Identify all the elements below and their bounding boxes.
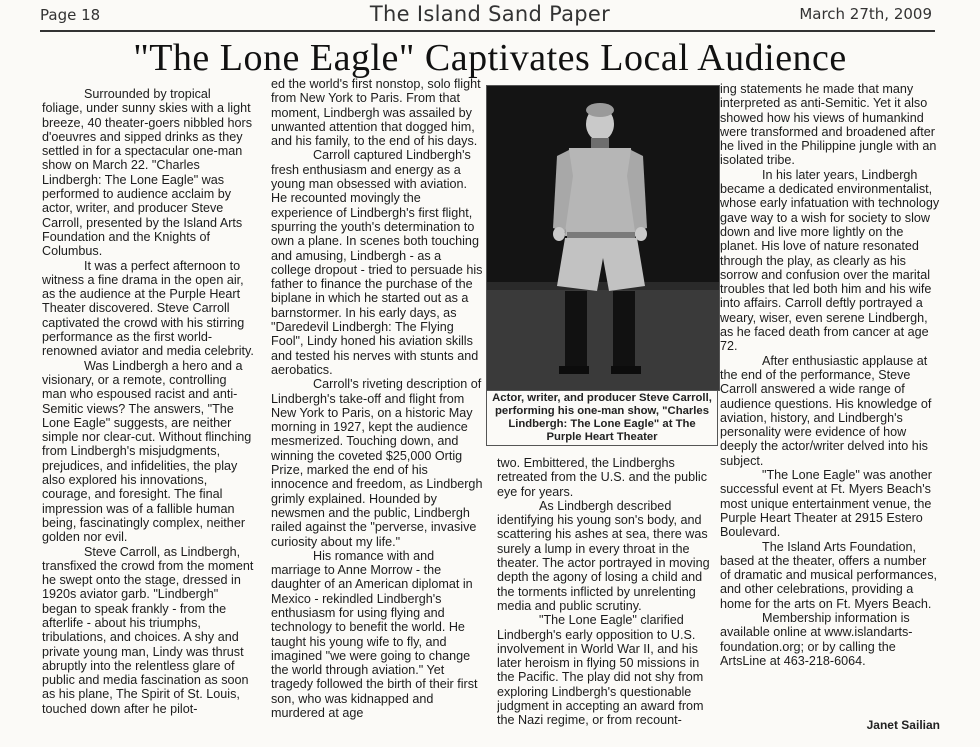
paragraph: It was a perfect afternoon to witness a fine drama in the open air, as the audience at the Purple Heart Theater discovered. Steve Carroll captivated the crowd with his stirring performance as the first world-renowned aviator and media celebrity. [42,258,254,359]
page-header [0,0,980,32]
paragraph: ed the world's first nonstop, solo flight from New York to Paris. From that moment, Lindbergh was assailed by unwanted attention that dogged him, and his family, to the end of his days. [271,77,481,149]
paragraph: "The Lone Eagle" was another successful event at Ft. Myers Beach's most unique entertainment venue, the Purple Heart Theater at 2915 Estero Boulevard. [720,468,932,540]
paragraph: The Island Arts Foundation, based at the theater, offers a number of dramatic and musical performances, and other celebrations, providing a home for the arts on Ft. Myers Beach. [720,539,937,611]
paragraph: Carroll captured Lindbergh's fresh enthusiasm and energy as a young man obsessed with aviation. He recounted movingly the experience of Lindbergh's first flight, spurring the youth's determination to own a plane. In scenes both touching and amusing, Lindbergh - as a college dropout - tried to persuade his father to finance the purchase of the biplane in which he started out as a barnstormer. In his early days, as "Daredevil Lindbergh: The Flying Fool", Lindy honed his aviation skills and tested his nerves with stunts and aerobatics. [271,148,483,377]
paragraph: As Lindbergh described identifying his young son's body, and scattering his ashes at sea, there was surely a lump in every throat in the theater. The actor portrayed in moving depth the agony of losing a child and the torments inflicted by unrelenting media and public scrutiny. [497,498,710,613]
paragraph: His romance with and marriage to Anne Morrow - the daughter of an American diplomat in Mexico - rekindled Lindbergh's enthusiasm for using flying and technology to benefit the world. He taught his young wife to fly, and imagined "we were going to change the world through aviation." Yet tragedy followed the birth of their first son, who was kidnapped and murdered at age [271,548,478,721]
paragraph: "The Lone Eagle" clarified Lindbergh's early opposition to U.S. involvement in World War II, and his later heroism in flying 50 missions in the Pacific. The play did not shy from exploring Lindbergh's questionable judgment in accepting an award from the Nazi regime, or from recount- [497,613,704,728]
paragraph: Carroll's riveting description of Lindbergh's take-off and flight from New York to Paris, on a historic May morning in 1927, kept the audience mesmerized. Touching down, and winning the coveted $25,000 Ortig Prize, marked the end of his innocence and freedom, as Lindbergh grimly explained. Hounded by newsmen and the public, Lindbergh railed against the "perverse, invasive curiosity about my life." [271,377,483,549]
article-column-2 [271,77,483,747]
publication-name: The Island Sand Paper [369,2,611,26]
paragraph: ing statements he made that many interpreted as anti-Semitic. Yet it also showed how his views of humankind were transformed and broadened after he lived in the Philippine jungle with an isolated tribe. [720,82,937,168]
photo-caption: Actor, writer, and producer Steve Carroll, performing his one-man show, "Charles Lindbergh: The Lone Eagle" at The Purple Heart Theater [486,390,718,446]
article-headline: "The Lone Eagle" Captivates Local Audience [133,37,847,79]
article-column-1 [42,87,254,747]
issue-date: March 27th, 2009 [799,5,932,23]
article-column-3 [497,456,713,747]
paragraph: Steve Carroll, as Lindbergh, transfixed the crowd from the moment he swept onto the stage, dressed in 1920s aviator garb. "Lindbergh" began to speak frankly - from the afterlife - about his triumphs, tribulations, and choices. A shy and private young man, Lindy was thrust abruptly into the relentless glare of public and media fascination as soon as his plane, The Spirit of St. Louis, touched down after he pilot- [42,544,254,716]
actor-photo-image [487,86,719,390]
article-column-4 [720,82,940,707]
actor-photo [486,85,720,391]
paragraph: In his later years, Lindbergh became a dedicated environmentalist, whose early infatuation with technology gave way to a wish for society to slow down and live more lightly on the planet. His love of nature resonated through the play, as clearly as his sorrow and confusion over the marital troubles that led both him and his wife into affairs. Carroll deftly portrayed a weary, wiser, even serene Lindbergh, as he faced death from cancer at age 72. [720,167,940,354]
paragraph: Was Lindbergh a hero and a visionary, or a remote, controlling man who espoused racist and anti-Semitic views? The answers, "The Lone Eagle" suggests, are neither simple nor clear-cut. Without flinching from Lindbergh's misjudgments, prejudices, and infidelities, the play also explored his innovations, courage, and foresight. The final impression was of a fallible human being, fascinatingly complex, neither golden nor evil. [42,358,252,545]
header-rule [40,30,935,32]
paragraph: two. Embittered, the Lindberghs retreated from the U.S. and the public eye for years. [497,456,708,499]
page-number: Page 18 [40,6,101,24]
paragraph: Surrounded by tropical foliage, under sunny skies with a light breeze, 40 theater-goers nibbled hors d'oeuvres and sipped drinks as they settled in for a spectacular one-man show on March 22. "Charles Lindbergh: The Lone Eagle" was performed to audience acclaim by actor, writer, and producer Steve Carroll, presented by the Island Arts Foundation and the Knights of Columbus. [42,87,253,259]
paragraph: After enthusiastic applause at the end of the performance, Steve Carroll answered a wide range of audience questions. His knowledge of aviation, history, and Lindbergh's personality were evidence of how deeply the actor/writer delved into his subject. [720,353,932,468]
paragraph: Membership information is available online at www.islandarts-foundation.org; or by calling the ArtsLine at 463-218-6064. [720,610,913,668]
author-byline: Janet Sailian [866,718,940,732]
